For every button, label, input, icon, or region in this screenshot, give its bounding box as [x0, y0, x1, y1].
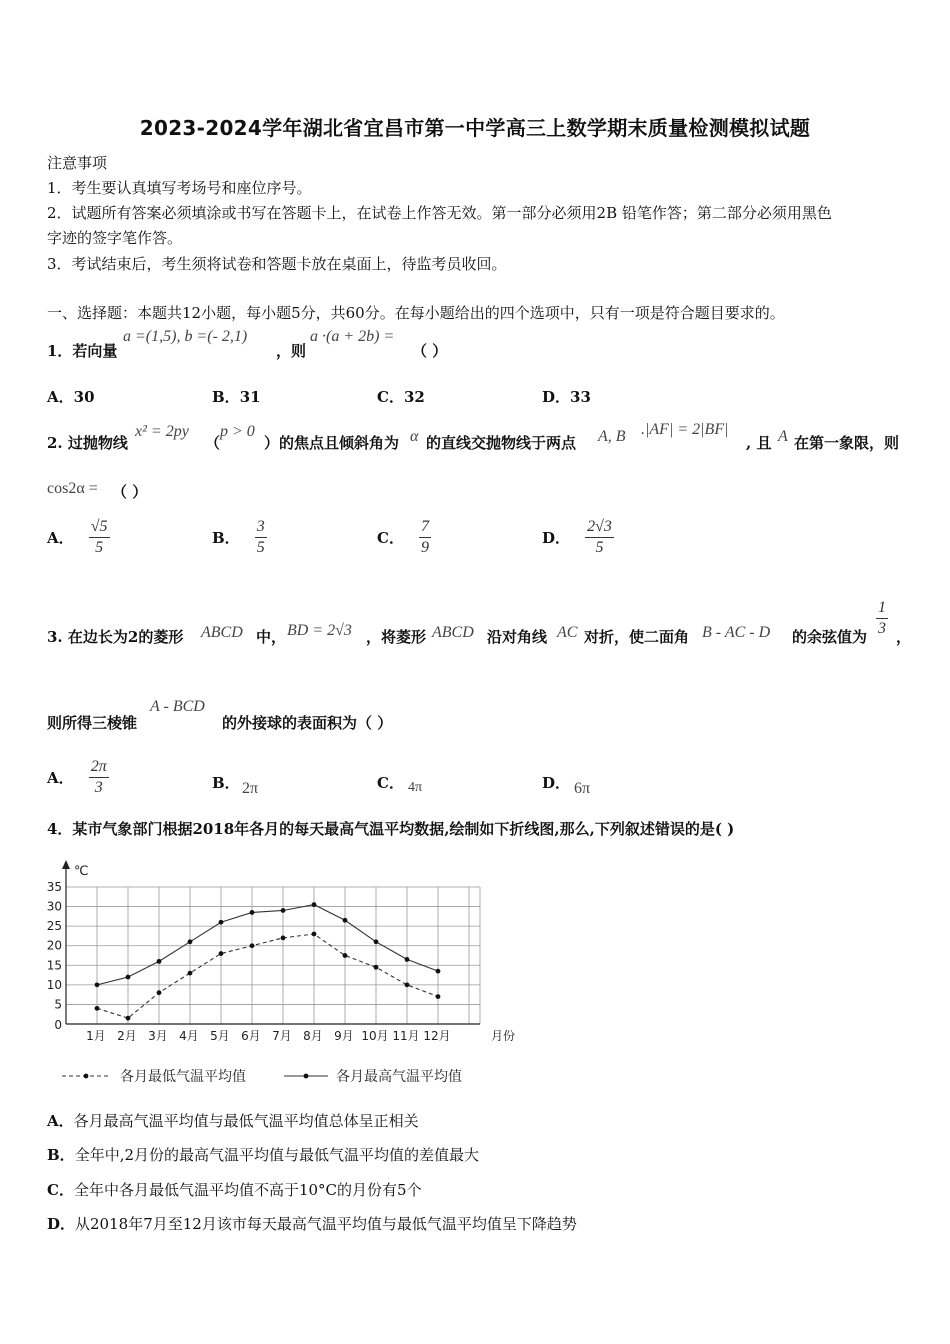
data-point-max [436, 969, 441, 974]
data-point-min [436, 994, 441, 999]
q1-option-d: D．33 [542, 388, 591, 406]
data-point-max [250, 910, 255, 915]
q2-text-4: 在第一象限，则 [794, 434, 900, 452]
q2-suffix: （ ） [112, 483, 148, 501]
q3-abcd-2: ABCD [432, 624, 474, 641]
q1-vectors: a =(1,5), b =(- 2,1) [123, 328, 248, 345]
data-point-max [219, 920, 224, 925]
y-axis-label: ℃ [74, 864, 89, 879]
data-point-min [219, 951, 224, 956]
q2-text-2: 的直线交抛物线于两点 [426, 434, 577, 452]
notice-heading: 注意事项 [47, 154, 108, 172]
q2-alpha: α [410, 428, 419, 445]
x-tick-label: 10月 [361, 1029, 389, 1043]
data-point-max [126, 975, 131, 980]
q4-stem: 4．某市气象部门根据2018年各月的每天最高气温平均数据,绘制如下折线图,那么,下列叙述错误的是( ) [47, 820, 735, 838]
y-tick-label: 10 [46, 977, 62, 992]
y-tick-label: 5 [54, 997, 62, 1012]
x-tick-label: 4月 [179, 1029, 199, 1043]
q3-text-2: ，将菱形 [366, 628, 427, 646]
page-title: 2023-2024学年湖北省宜昌市第一中学高三上数学期末质量检测模拟试题 [139, 116, 811, 140]
notice-item-3: 3．考试结束后，考生须将试卷和答题卡放在桌面上，待监考员收回。 [47, 255, 507, 273]
data-point-min [281, 935, 286, 940]
q2-option-a: A． $\frac{√5}{5}$ [47, 518, 108, 556]
series-line-min [97, 934, 438, 1018]
q2-option-b: B． $\frac{3}{5}$ [212, 518, 265, 556]
q3-option-c: C． [377, 774, 404, 792]
legend-label-max: 各月最高气温平均值 [336, 1069, 462, 1085]
y-tick-label: 20 [46, 938, 62, 953]
data-point-max [374, 939, 379, 944]
x-tick-label: 1月 [86, 1029, 106, 1043]
notice-item-1: 1．考生要认真填写考场号和座位序号。 [47, 179, 312, 197]
data-point-min [374, 965, 379, 970]
notice-item-2b: 字迹的签字笔作答。 [47, 229, 183, 247]
data-point-min [95, 1006, 100, 1011]
data-point-min [312, 932, 317, 937]
section-heading: 一、选择题：本题共12小题，每小题5分，共60分。在每小题给出的四个选项中，只有一项是符合题目要求的。 [47, 304, 785, 322]
q3-option-b-value: 2π [242, 780, 259, 797]
q3-line2-a: 则所得三棱锥 [47, 714, 138, 732]
q3-text-4: 对折，使二面角 [584, 628, 690, 646]
q3-line2-b: 的外接球的表面积为（ ） [222, 714, 393, 732]
q3-abcd: ABCD [201, 624, 243, 641]
q3-text-3: 沿对角线 [487, 628, 548, 646]
legend-label-min: 各月最低气温平均值 [120, 1069, 246, 1085]
q4-option-b: B．全年中,2月份的最高气温平均值与最低气温平均值的差值最大 [47, 1146, 480, 1164]
q2-option-d: D． $\frac{2√3}{5}$ [542, 518, 612, 556]
notice-item-2a: 2．试题所有答案必须填涂或书写在答题卡上，在试卷上作答无效。第一部分必须用2B 铅笔作答；第二部分必须用黑色 [47, 204, 832, 222]
data-point-max [343, 918, 348, 923]
q2-ratio: .|AF| = 2|BF| [641, 421, 729, 438]
q4-option-c: C．全年中各月最低气温平均值不高于10°C的月份有5个 [47, 1181, 422, 1199]
data-point-min [405, 982, 410, 987]
x-tick-label: 5月 [210, 1029, 230, 1043]
x-tick-label: 2月 [117, 1029, 137, 1043]
temperature-chart [40, 855, 540, 1095]
q3-angle: B - AC - D [702, 624, 771, 641]
x-tick-label: 7月 [272, 1029, 292, 1043]
q3-pyramid: A - BCD [150, 698, 205, 715]
q2-condition: p > 0 [220, 423, 255, 440]
legend-marker-min [84, 1074, 89, 1079]
x-tick-label: 8月 [303, 1029, 323, 1043]
q3-prefix: 3. 在边长为2的菱形 [47, 628, 184, 646]
x-tick-label: 11月 [392, 1029, 420, 1043]
q2-paren: （ [205, 434, 221, 452]
q1-suffix: （ ） [412, 342, 448, 360]
q2-points: A, B [598, 428, 626, 445]
q3-ac: AC [557, 624, 578, 641]
q2-text-1: ）的焦点且倾斜角为 [264, 434, 400, 452]
data-point-max [157, 959, 162, 964]
q2-point-a: A [778, 428, 788, 445]
data-point-max [312, 902, 317, 907]
data-point-min [250, 943, 255, 948]
q3-option-d: D． [542, 774, 571, 792]
q4-option-a: A．各月最高气温平均值与最低气温平均值总体呈正相关 [47, 1112, 419, 1130]
y-tick-label: 25 [46, 919, 62, 934]
y-tick-label: 35 [46, 880, 62, 894]
data-point-max [281, 908, 286, 913]
x-tick-label: 12月 [423, 1029, 451, 1043]
q1-mid: ，则 [276, 342, 307, 360]
y-axis-arrow [62, 860, 70, 869]
q1-option-b: B．31 [212, 388, 261, 406]
q4-option-d: D．从2018年7月至12月该市每天最高气温平均值与最低气温平均值呈下降趋势 [47, 1215, 577, 1233]
q3-option-b: B． [212, 774, 240, 792]
q2-parabola: x² = 2py [135, 423, 189, 440]
x-axis-label: 月份 [490, 1029, 516, 1043]
x-tick-label: 6月 [241, 1029, 261, 1043]
q2-text-3: , 且 [746, 434, 772, 452]
data-point-min [157, 990, 162, 995]
x-tick-label: 3月 [148, 1029, 168, 1043]
q3-bd: BD = 2√3 [287, 622, 352, 639]
data-point-max [188, 939, 193, 944]
data-point-min [343, 953, 348, 958]
legend-marker-max [304, 1074, 309, 1079]
q1-option-c: C．32 [377, 388, 425, 406]
data-point-max [405, 957, 410, 962]
q3-text-1: 中， [256, 628, 287, 646]
data-point-max [95, 982, 100, 987]
q2-option-c: C． $\frac{7}{9}$ [377, 518, 430, 556]
y-tick-label: 15 [46, 958, 62, 973]
data-point-min [188, 971, 193, 976]
y-tick-label: 30 [46, 899, 62, 914]
q3-option-d-value: 6π [574, 780, 591, 797]
q3-option-a: A． $\frac{2\pi}{3}$ [47, 758, 107, 796]
data-point-min [126, 1016, 131, 1021]
x-tick-label: 9月 [334, 1029, 354, 1043]
q1-prefix: 1．若向量 [47, 342, 118, 360]
q1-expression: a ·(a + 2b) = [310, 328, 395, 345]
q3-cos-fraction: $\frac{1}{3}$ [878, 599, 886, 637]
q1-option-a: A．30 [47, 388, 95, 406]
q3-option-c-value: 4π [408, 780, 423, 795]
q2-prefix: 2. 过抛物线 [47, 434, 128, 452]
y-tick-label: 0 [54, 1018, 62, 1032]
q3-text-6: ， [896, 628, 912, 646]
q3-text-5: 的余弦值为 [792, 628, 868, 646]
q2-cos-expression: cos2α = [47, 480, 98, 497]
